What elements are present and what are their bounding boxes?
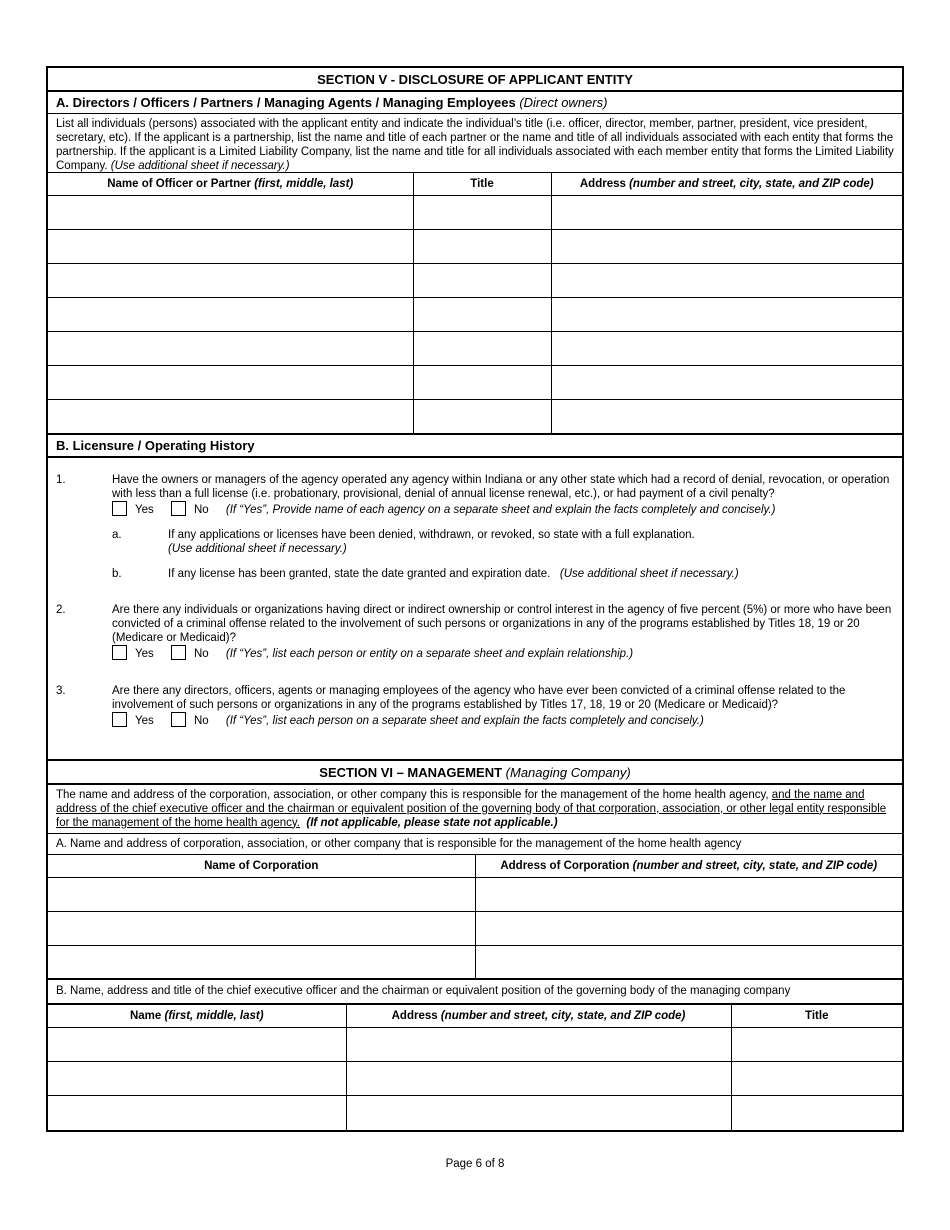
executive-table bbox=[48, 1005, 902, 1130]
corporation-name-cell[interactable] bbox=[48, 877, 475, 911]
executive-title-cell[interactable] bbox=[731, 1028, 902, 1062]
officer-name-cell[interactable] bbox=[48, 264, 413, 298]
officer-title-cell[interactable] bbox=[413, 264, 551, 298]
executive-name-cell[interactable] bbox=[48, 1062, 346, 1096]
corporation-name-cell[interactable] bbox=[48, 911, 475, 945]
officer-address-cell[interactable] bbox=[551, 366, 902, 400]
section-5-title: SECTION V - DISCLOSURE OF APPLICANT ENTITY bbox=[48, 68, 902, 92]
q3-note: (If “Yes”, list each person on a separate sheet and explain the facts completely and concisely.) bbox=[225, 714, 704, 727]
officer-address-cell[interactable] bbox=[551, 332, 902, 366]
executive-address-cell[interactable] bbox=[346, 1028, 731, 1062]
corporation-address-cell[interactable] bbox=[475, 945, 902, 979]
q1-yes-checkbox[interactable] bbox=[112, 501, 127, 516]
officers-title-header: Title bbox=[413, 173, 551, 196]
officers-row bbox=[48, 366, 902, 400]
q1-note: (If “Yes”, Provide name of each agency on a separate sheet and explain the facts completely and concisely.) bbox=[225, 503, 776, 516]
officer-title-cell[interactable] bbox=[413, 400, 551, 434]
licensure-history-block bbox=[48, 458, 902, 761]
section-5-part-a-title: A. Directors / Officers / Partners / Managing Agents / Managing Employees (Direct owners) bbox=[48, 92, 902, 114]
question-2: 2. Are there any individuals or organizations having direct or indirect ownership or control interest in the agency of five percent (5%) or more who have been convicted of a criminal offense related to the involvement of such persons or organizations in any of the programs established by Titles 18, 19 or 20 (Medicare or Medicaid)? bbox=[56, 603, 892, 644]
executive-row bbox=[48, 1028, 902, 1062]
executive-title-cell[interactable] bbox=[731, 1096, 902, 1130]
section-6-part-b-title: B. Name, address and title of the chief executive officer and the chairman or equivalent position of the governing body of the managing company bbox=[48, 980, 902, 1005]
q2-yes-checkbox[interactable] bbox=[112, 645, 127, 660]
question-3: 3. Are there any directors, officers, agents or managing employees of the agency who have ever been convicted of a criminal offense related to the involvement of such persons or organizations in any of the programs established by Titles 17, 18, 19 or 20 (Medicare or Medicaid)? bbox=[56, 684, 846, 711]
section-6-intro: The name and address of the corporation, association, or other company this is responsible for the management of the home health agency, and the name and address of the chief executive officer and the chairman or equivalent position of the governing body of that corporation, association, or other legal entity responsible for the management of the home health agency. (If not applicable, please state not applicable.) bbox=[48, 785, 902, 834]
question-1: 1. Have the owners or managers of the agency operated any agency within Indiana or any other state which had a record of denial, revocation, or operation with less than a full license (i.e. probationary, provisional, denial of annual license renewal, etc.), or had payment of a civil penalty? bbox=[56, 473, 890, 500]
executive-address-cell[interactable] bbox=[346, 1096, 731, 1130]
officers-name-header: Name of Officer or Partner (first, middle, last) bbox=[48, 173, 413, 196]
officers-row bbox=[48, 400, 902, 434]
page-number: Page 6 of 8 bbox=[445, 1158, 505, 1170]
officer-name-cell[interactable] bbox=[48, 196, 413, 230]
section-5-instructions: List all individuals (persons) associated with the applicant entity and indicate the individual’s title (i.e. officer, director, member, partner, president, vice president, secretary, etc). If the applicant is a partnership, list the name and title of each partner or the name and title of all individuals associated with each entity that forms the partnership. If the applicant is a Limited Liability Company, list the name and title for all individuals associated with each member entity that forms the Limited Liability Company. (Use additional sheet if necessary.) bbox=[48, 114, 902, 173]
officer-name-cell[interactable] bbox=[48, 366, 413, 400]
officer-title-cell[interactable] bbox=[413, 366, 551, 400]
q2-note: (If “Yes”, list each person or entity on a separate sheet and explain relationship.) bbox=[225, 647, 634, 660]
officer-name-cell[interactable] bbox=[48, 298, 413, 332]
corporation-address-cell[interactable] bbox=[475, 877, 902, 911]
executive-name-header: Name (first, middle, last) bbox=[48, 1005, 346, 1028]
executive-row bbox=[48, 1062, 902, 1096]
question-1-answers: Yes No (If “Yes”, Provide name of each agency on a separate sheet and explain the facts completely and concisely.) bbox=[112, 501, 902, 518]
q2-no-checkbox[interactable] bbox=[171, 645, 186, 660]
corporation-table bbox=[48, 855, 902, 981]
officers-row bbox=[48, 230, 902, 264]
corporation-row bbox=[48, 911, 902, 945]
officer-address-cell[interactable] bbox=[551, 298, 902, 332]
corporation-row bbox=[48, 877, 902, 911]
section-6-part-a-title: A. Name and address of corporation, association, or other company that is responsible for the management of the home health agency bbox=[48, 834, 902, 855]
executive-address-cell[interactable] bbox=[346, 1062, 731, 1096]
officer-name-cell[interactable] bbox=[48, 400, 413, 434]
executive-row bbox=[48, 1096, 902, 1130]
officer-address-cell[interactable] bbox=[551, 400, 902, 434]
question-1a: a. If any applications or licenses have been denied, withdrawn, or revoked, so state with a full explanation. (Use additional sheet if necessary.) bbox=[112, 528, 695, 555]
officer-title-cell[interactable] bbox=[413, 298, 551, 332]
officers-address-header: Address (number and street, city, state, and ZIP code) bbox=[551, 173, 902, 196]
officer-title-cell[interactable] bbox=[413, 196, 551, 230]
q3-no-checkbox[interactable] bbox=[171, 712, 186, 727]
officer-address-cell[interactable] bbox=[551, 264, 902, 298]
officer-address-cell[interactable] bbox=[551, 230, 902, 264]
officers-row bbox=[48, 196, 902, 230]
officer-name-cell[interactable] bbox=[48, 230, 413, 264]
officer-address-cell[interactable] bbox=[551, 196, 902, 230]
officers-row bbox=[48, 298, 902, 332]
question-1b: b. If any license has been granted, state the date granted and expiration date. (Use additional sheet if necessary.) bbox=[112, 567, 739, 580]
disclosure-form bbox=[46, 66, 904, 1132]
corporation-name-cell[interactable] bbox=[48, 945, 475, 979]
executive-title-header: Title bbox=[731, 1005, 902, 1028]
corporation-row bbox=[48, 945, 902, 979]
q3-yes-checkbox[interactable] bbox=[112, 712, 127, 727]
section-6-title: SECTION VI – MANAGEMENT (Managing Company) bbox=[48, 761, 902, 785]
officers-row bbox=[48, 332, 902, 366]
executive-address-header: Address (number and street, city, state, and ZIP code) bbox=[346, 1005, 731, 1028]
officers-table bbox=[48, 173, 902, 435]
q1-no-checkbox[interactable] bbox=[171, 501, 186, 516]
corporation-name-header: Name of Corporation bbox=[48, 855, 475, 878]
question-3-answers: Yes No (If “Yes”, list each person on a separate sheet and explain the facts completely and concisely.) bbox=[112, 712, 902, 729]
officers-row bbox=[48, 264, 902, 298]
corporation-address-cell[interactable] bbox=[475, 911, 902, 945]
executive-name-cell[interactable] bbox=[48, 1096, 346, 1130]
executive-name-cell[interactable] bbox=[48, 1028, 346, 1062]
officer-title-cell[interactable] bbox=[413, 332, 551, 366]
corporation-address-header: Address of Corporation (number and street, city, state, and ZIP code) bbox=[475, 855, 902, 878]
section-5-part-b-title: B. Licensure / Operating History bbox=[48, 435, 902, 458]
officer-name-cell[interactable] bbox=[48, 332, 413, 366]
officer-title-cell[interactable] bbox=[413, 230, 551, 264]
question-2-answers: Yes No (If “Yes”, list each person or entity on a separate sheet and explain relationship.) bbox=[112, 645, 902, 662]
executive-title-cell[interactable] bbox=[731, 1062, 902, 1096]
